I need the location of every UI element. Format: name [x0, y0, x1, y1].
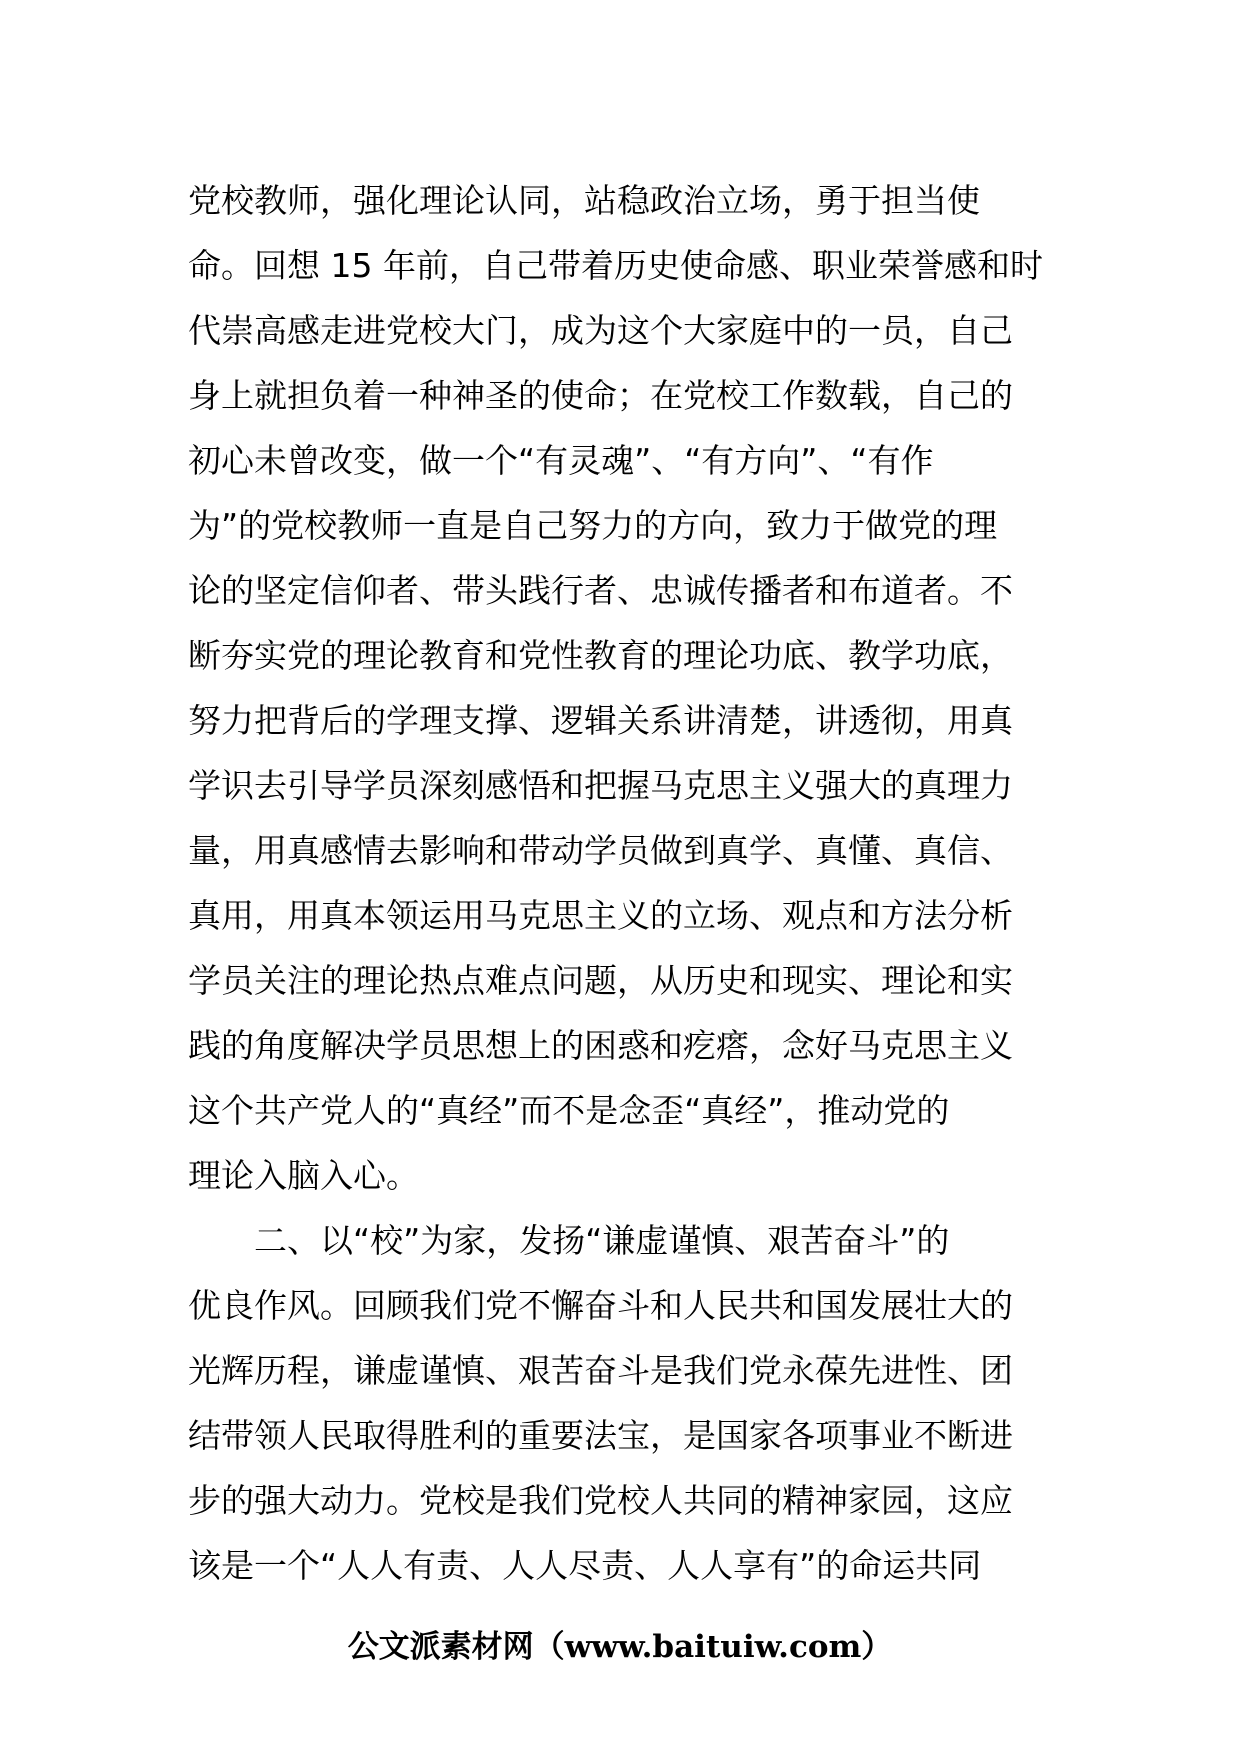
text-line: 努力把背后的学理支撑、逻辑关系讲清楚，讲透彻，用真 — [188, 701, 1013, 740]
text-line: 党校教师，强化理论认同，站稳政治立场，勇于担当使 — [188, 181, 980, 220]
text-line: 为”的党校教师一直是自己努力的方向，致力于做党的理 — [188, 506, 998, 545]
text-line: 优良作风。回顾我们党不懈奋斗和人民共和国发展壮大的 — [188, 1286, 1013, 1325]
text-line: 真用，用真本领运用马克思主义的立场、观点和方法分析 — [188, 896, 1013, 935]
text-line: 命。回想 15 年前，自己带着历史使命感、职业荣誉感和时 — [188, 246, 1043, 285]
text-line: 该是一个“人人有责、人人尽责、人人享有”的命运共同 — [188, 1546, 982, 1585]
text-line: 学识去引导学员深刻感悟和把握马克思主义强大的真理力 — [188, 766, 1013, 805]
text-line: 身上就担负着一种神圣的使命；在党校工作数载，自己的 — [188, 376, 1013, 415]
text-line: 论的坚定信仰者、带头践行者、忠诚传播者和布道者。不 — [188, 571, 1013, 610]
text-line: 初心未曾改变，做一个“有灵魂”、“有方向”、“有作 — [188, 441, 934, 480]
text-line: 光辉历程，谦虚谨慎、艰苦奋斗是我们党永葆先进性、团 — [188, 1351, 1013, 1390]
text-line: 理论入脑入心。 — [188, 1156, 419, 1195]
text-line: 践的角度解决学员思想上的困惑和疙瘩，念好马克思主义 — [188, 1026, 1013, 1065]
footer-source: 公文派素材网（www.baituiw.com） — [347, 1629, 893, 1665]
text-line: 步的强大动力。党校是我们党校人共同的精神家园，这应 — [188, 1481, 1013, 1520]
document-body — [188, 168, 1058, 1598]
text-line: 学员关注的理论热点难点问题，从历史和现实、理论和实 — [188, 961, 1013, 1000]
text-line: 代崇高感走进党校大门，成为这个大家庭中的一员，自己 — [188, 311, 1013, 350]
text-line: 结带领人民取得胜利的重要法宝，是国家各项事业不断进 — [188, 1416, 1013, 1455]
text-line: 断夯实党的理论教育和党性教育的理论功底、教学功底， — [188, 636, 1013, 675]
text-line: 量，用真感情去影响和带动学员做到真学、真懂、真信、 — [188, 831, 1013, 870]
section-heading-line: 二、以“校”为家，发扬“谦虚谨慎、艰苦奋斗”的 — [254, 1221, 950, 1260]
text-line: 这个共产党人的“真经”而不是念歪“真经”，推动党的 — [188, 1091, 950, 1130]
